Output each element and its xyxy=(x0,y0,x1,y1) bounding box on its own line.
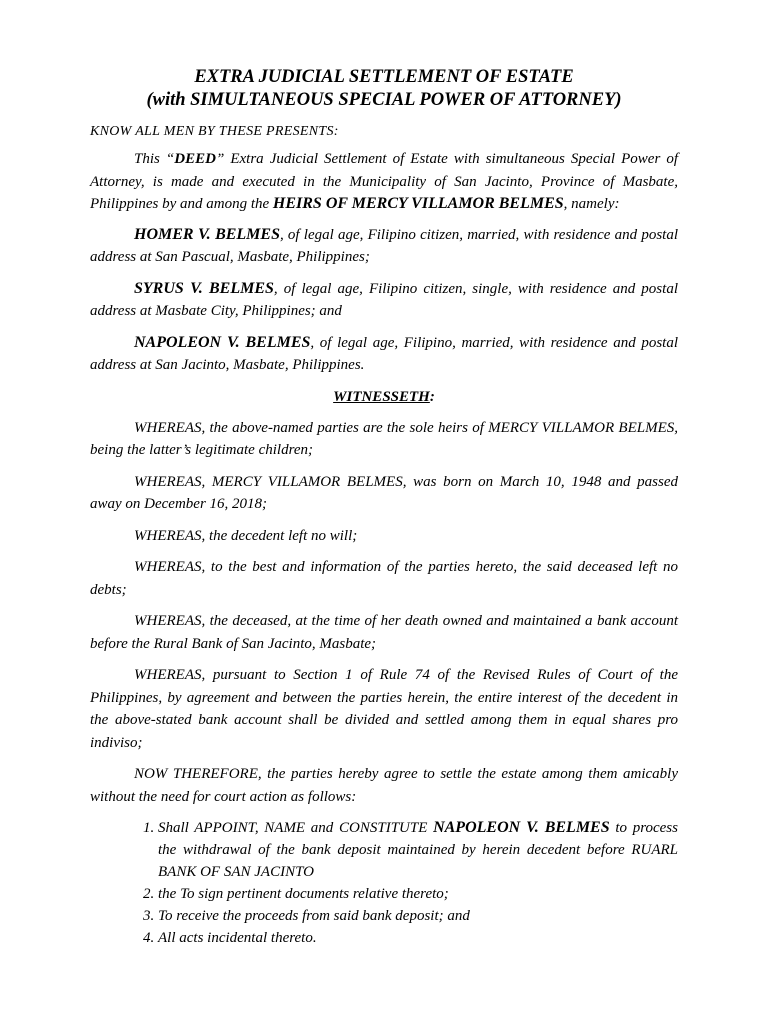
power-item-1-pre: Shall APPOINT, NAME and CONSTITUTE xyxy=(158,820,434,836)
heirs-name: HEIRS OF MERCY VILLAMOR BELMES xyxy=(272,195,564,212)
power-item-1-post: to process the withdrawal of the bank deposit maintained by herein decedent before RUARL BANK OF SAN JACINTO xyxy=(158,820,678,880)
title-line-1: EXTRA JUDICIAL SETTLEMENT OF ESTATE xyxy=(194,67,574,87)
intro-pre: This “ xyxy=(134,151,175,167)
know-all-men-heading: KNOW ALL MEN BY THESE PRESENTS: xyxy=(90,124,339,139)
powers-list xyxy=(90,817,678,949)
power-item: 4. All acts incidental thereto. xyxy=(158,927,678,949)
intro-mid: ” Extra Judicial Settlement of Estate with simultaneous Special Power of Attorney, is made and executed in the Municipality of San Jacinto, Province of Masbate, Philippines by and among the xyxy=(90,151,679,212)
whereas-clause: WHEREAS, pursuant to Section 1 of Rule 74 of the Revised Rules of Court of the Philippines, by agreement and between the parties herein, the entire interest of the decedent in the above-stated bank account shall be divided and settled among them in equal shares pro indiviso; xyxy=(90,667,678,751)
party-name: NAPOLEON V. BELMES xyxy=(134,333,311,351)
now-therefore-clause: NOW THEREFORE, the parties hereby agree to settle the estate among them amicably without the need for court action as follows: xyxy=(90,766,678,805)
intro-post: , namely: xyxy=(563,196,620,212)
party-homer xyxy=(90,224,678,269)
whereas-clause: WHEREAS, the deceased, at the time of her death owned and maintained a bank account before the Rural Bank of San Jacinto, Masbate; xyxy=(90,613,678,652)
attorney-name: NAPOLEON V. BELMES xyxy=(433,819,610,836)
document-title xyxy=(90,66,678,112)
party-details: , of legal age, Filipino, married, with residence and postal address at San Jacinto, Masbate, Philippines. xyxy=(90,334,678,373)
party-details: , of legal age, Filipino citizen, married, with residence and postal address at San Pascual, Masbate, Philippines; xyxy=(90,226,678,265)
power-item xyxy=(158,817,678,883)
power-item: 2. the To sign pertinent documents relative thereto; xyxy=(158,883,678,905)
whereas-clause: WHEREAS, the decedent left no will; xyxy=(134,527,358,544)
party-details: , of legal age, Filipino citizen, single, with residence and postal address at Masbate City, Philippines; and xyxy=(90,280,678,319)
whereas-clause: WHEREAS, to the best and information of the parties hereto, the said deceased left no debts; xyxy=(90,559,678,598)
party-name: SYRUS V. BELMES xyxy=(134,279,274,297)
title-line-2: (with SIMULTANEOUS SPECIAL POWER OF ATTORNEY) xyxy=(146,90,622,110)
deed-label: DEED xyxy=(174,151,216,167)
whereas-clause: WHEREAS, MERCY VILLAMOR BELMES, was born on March 10, 1948 and passed away on December 16, 2018; xyxy=(90,473,678,512)
intro-paragraph xyxy=(90,148,678,216)
party-napoleon xyxy=(90,332,678,377)
witnesseth-heading xyxy=(90,386,678,408)
whereas-clause: WHEREAS, the above-named parties are the sole heirs of MERCY VILLAMOR BELMES, being the latter’s legitimate children; xyxy=(90,419,678,458)
power-item: 3. To receive the proceeds from said bank deposit; and xyxy=(158,905,678,927)
party-name: HOMER V. BELMES xyxy=(134,225,280,243)
witnesseth-colon: : xyxy=(429,388,435,405)
witnesseth-label: WITNESSETH xyxy=(333,388,430,405)
party-syrus xyxy=(90,278,678,323)
